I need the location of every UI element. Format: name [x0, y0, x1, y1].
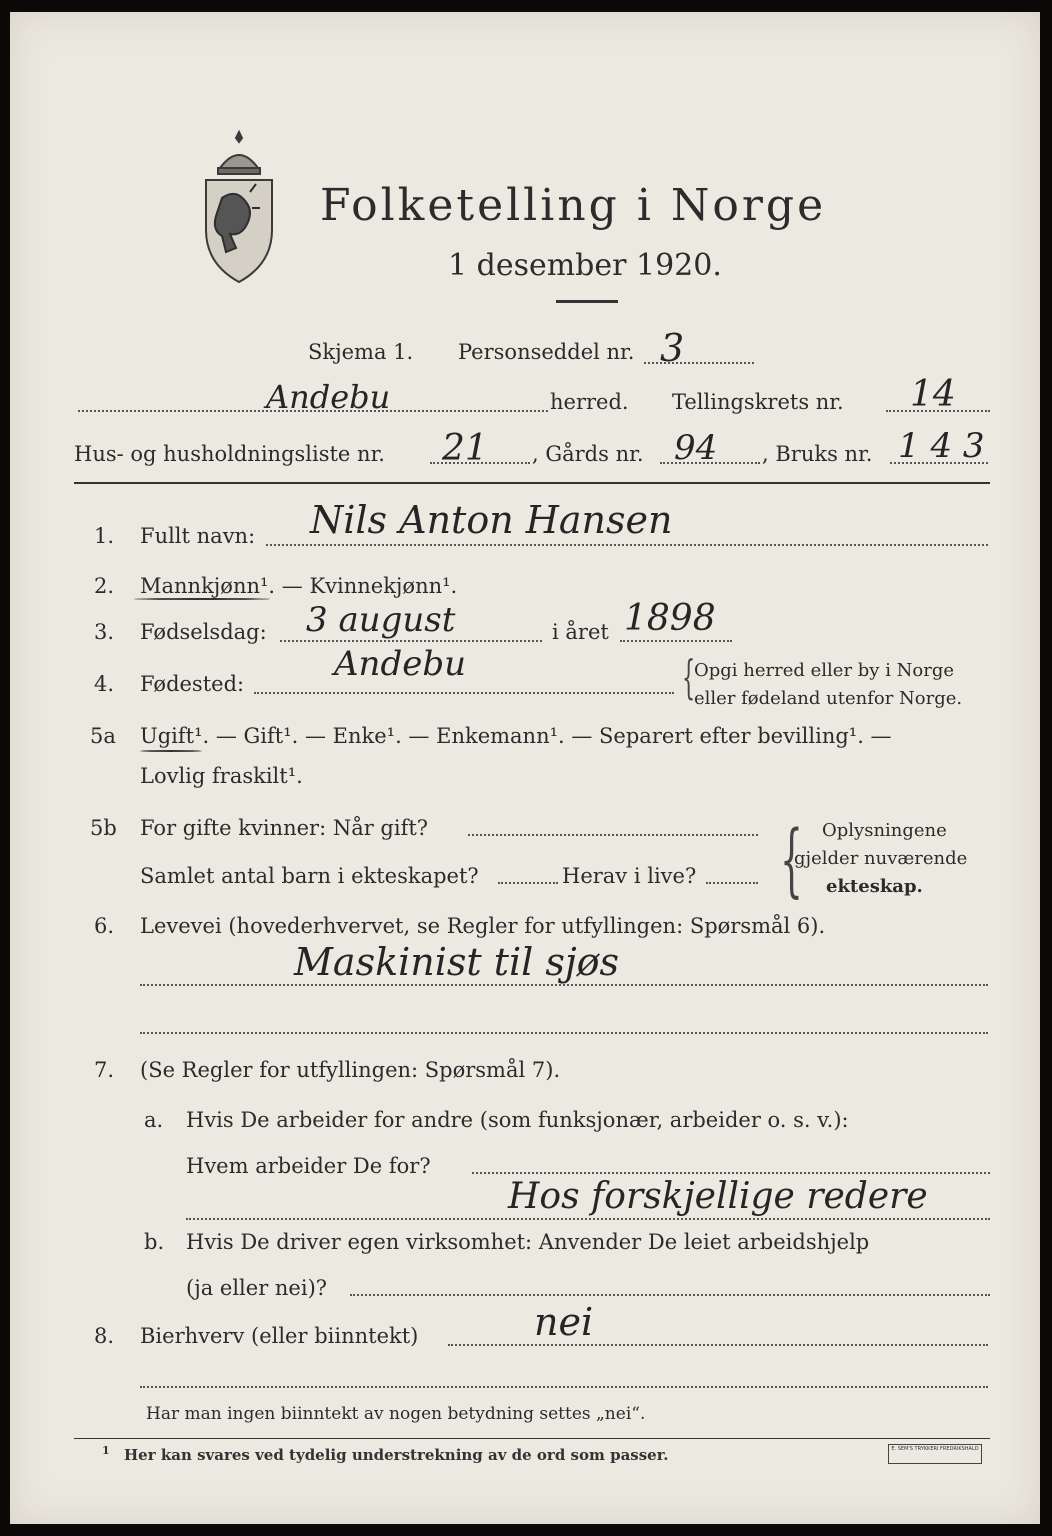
q3-label: Fødselsdag:	[140, 620, 267, 644]
personseddel-value: 3	[660, 326, 685, 370]
tellingskrets-label: Tellingskrets nr.	[672, 390, 844, 414]
ugift-underline	[140, 750, 202, 752]
header-separator	[74, 482, 990, 484]
q1-full-name: Nils Anton Hansen	[310, 498, 673, 542]
q7b-text: Hvis De driver egen virksomhet: Anvender De leiet arbeidshjelp	[186, 1230, 870, 1254]
q7-label: (Se Regler for utfyllingen: Spørsmål 7).	[140, 1058, 561, 1082]
q4-note-line1: Opgi herred eller by i Norge	[694, 660, 955, 681]
q4-note-line2: eller fødeland utenfor Norge.	[694, 688, 963, 709]
census-form-page: Folketelling i Norge 1 desember 1920. Skjema 1. Personseddel nr. 3 Andebu herred. Tellingskrets nr. 14 Hus- og husholdningsliste nr. 21 , Gårds nr. 94 , Bruks nr. 1 4 3 1. Fullt navn: Nils Anton Hansen 2. Mannkjønn¹. — Kvinnekjønn¹. 3. Fødselsdag: 3 august i året 1898 4. Fødested: Andebu { Opgi herred eller by i Norge eller fødeland utenfor Norge. 5a Ugift¹. — Gift¹. — Enke¹. — Enkemann¹. — Separert efter bevilling¹. — Lovlig fraskilt¹. 5b For gifte kvinner: Når gift? Samlet antal barn i ekteskapet? Herav i live? { Oplysningene gjelder nuværende ekteskap. 6. Levevei (hovederhvervet, se Regler for utfyllingen: Spørsmål 6). Maskinist til sjøs 7. (Se Regler for utfyllingen: Spørsmål 7). a. Hvis De arbeider for andre (som funksjonær, arbeider o. s. v.): Hvem arbeider De for? Hos forskjellige redere b. Hvis De driver egen virksomhet: Anvender De leiet arbeidshjelp (ja eller nei)? 8. Bierhverv (eller biinntekt) nei Har man ingen biinntekt av nogen betydning settes „nei“. 1 Her kan svares ved tydelig understrekning av de ord som passer. E. SEM'S TRYKKERI FREDRIKSHALD	[10, 12, 1040, 1524]
q2-gender-options: Mannkjønn¹. — Kvinnekjønn¹.	[140, 574, 458, 598]
q1-label: Fullt navn:	[140, 524, 256, 548]
footer-note: Har man ingen biinntekt av nogen betydning settes „nei“.	[146, 1404, 646, 1424]
q5b-note-line1: Oplysningene	[822, 820, 947, 841]
tellingskrets-value: 14	[910, 374, 956, 415]
printer-stamp: E. SEM'S TRYKKERI FREDRIKSHALD	[888, 1444, 982, 1464]
q3-year-label: i året	[552, 620, 609, 644]
q3-birthday: 3 august	[306, 600, 456, 640]
q5b-label-children: Samlet antal barn i ekteskapet?	[140, 864, 479, 888]
q6-label: Levevei (hovederhvervet, se Regler for utfyllingen: Spørsmål 6).	[140, 914, 826, 938]
q6-occupation: Maskinist til sjøs	[294, 940, 620, 984]
q7a-letter: a.	[144, 1108, 164, 1132]
bruks-label: , Bruks nr.	[762, 442, 873, 466]
q4-label: Fødested:	[140, 672, 245, 696]
skjema-label: Skjema 1.	[308, 340, 414, 364]
form-subtitle: 1 desember 1920.	[448, 248, 722, 283]
q5b-note-line3: ekteskap.	[826, 876, 923, 897]
q2-number: 2.	[94, 574, 115, 598]
q4-number: 4.	[94, 672, 115, 696]
herred-value: Andebu	[266, 378, 391, 416]
title-divider	[556, 300, 618, 303]
husholdning-value: 21	[442, 428, 488, 469]
q3-number: 3.	[94, 620, 115, 644]
q8-side-income: nei	[534, 1300, 594, 1344]
gards-label: , Gårds nr.	[532, 442, 644, 466]
norwegian-coat-of-arms-icon	[198, 128, 280, 288]
personseddel-label: Personseddel nr.	[458, 340, 635, 364]
q5a-marital-options-2: Lovlig fraskilt¹.	[140, 764, 303, 788]
q7a-label: Hvem arbeider De for?	[186, 1154, 431, 1178]
q5a-marital-options: Ugift¹. — Gift¹. — Enke¹. — Enkemann¹. — Separert efter bevilling¹. —	[140, 724, 892, 748]
q5b-label-alive: Herav i live?	[562, 864, 697, 888]
q7b-letter: b.	[144, 1230, 165, 1254]
q7a-employer: Hos forskjellige redere	[508, 1176, 928, 1217]
mannkjonn-underline	[134, 598, 270, 600]
form-title: Folketelling i Norge	[320, 180, 827, 231]
footnote-text: Her kan svares ved tydelig understrekning av de ord som passer.	[124, 1446, 669, 1464]
herred-label: herred.	[550, 390, 629, 414]
q8-number: 8.	[94, 1324, 115, 1348]
gards-value: 94	[674, 428, 718, 468]
q7a-text: Hvis De arbeider for andre (som funksjonær, arbeider o. s. v.):	[186, 1108, 849, 1132]
footer-separator	[74, 1438, 990, 1439]
q6-number: 6.	[94, 914, 115, 938]
footnote-marker: 1	[102, 1444, 110, 1457]
q8-label: Bierhverv (eller biinntekt)	[140, 1324, 419, 1348]
q3-birth-year: 1898	[624, 598, 716, 639]
q5b-label-married: For gifte kvinner: Når gift?	[140, 816, 429, 840]
q7b-label: (ja eller nei)?	[186, 1276, 328, 1300]
q4-birthplace: Andebu	[334, 644, 466, 684]
q5b-number: 5b	[90, 816, 117, 840]
q7-number: 7.	[94, 1058, 115, 1082]
q1-number: 1.	[94, 524, 115, 548]
q5a-number: 5a	[90, 724, 116, 748]
bruks-value: 1 4 3	[898, 426, 985, 466]
q5b-note-line2: gjelder nuværende	[794, 848, 968, 869]
husholdning-label: Hus- og husholdningsliste nr.	[74, 442, 385, 466]
